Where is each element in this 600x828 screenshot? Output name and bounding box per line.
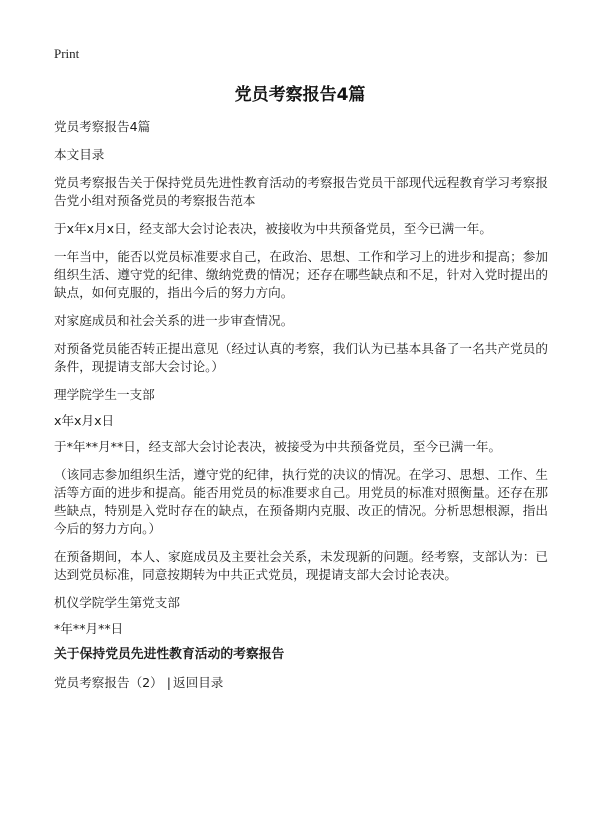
paragraph-doc-name: 党员考察报告4篇 xyxy=(54,119,151,134)
back-to-toc-link[interactable]: 返回目录 xyxy=(173,675,224,690)
print-link[interactable]: Print xyxy=(54,46,80,61)
paragraph-date-2: *年**月**日 xyxy=(54,621,124,636)
paragraph-toc-list: 党员考察报告关于保持党员先进性教育活动的考察报告党员干部现代远程教育学习考察报告党小组对预备党员的考察报告范本 xyxy=(54,175,548,208)
paragraph-admission: 于x年x月x日，经支部大会讨论表决，被接收为中共预备党员，至今已满一年。 xyxy=(54,221,492,236)
paragraph-comrade-review: （该同志参加组织生活，遵守党的纪律，执行党的决议的情况。在学习、思想、工作、生活等方面的进步和提高。能否用党员的标准要求自己。用党员的标准对照衡量。还存在那些缺点，特别是入党时存在的缺点，在预备期内克服、改正的情况。分析思想根源，指出今后的努力方向。） xyxy=(54,467,548,536)
next-report-link[interactable]: 党员考察报告（2） xyxy=(54,675,163,690)
paragraph-date-1: x年x月x日 xyxy=(54,413,115,428)
paragraph-year-review: 一年当中，能否以党员标准要求自己，在政治、思想、工作和学习上的进步和提高；参加组织生活、遵守党的纪律、缴纳党费的情况；还存在哪些缺点和不足，针对入党时提出的缺点，如何克服的，指出今后的努力方向。 xyxy=(54,249,548,300)
footer-separator: | xyxy=(166,675,172,690)
paragraph-conclusion: 在预备期间，本人、家庭成员及主要社会关系，未发现新的问题。经考察，支部认为：已达到党员标准，同意按期转为中共正式党员，现提请支部大会讨论表决。 xyxy=(54,549,548,582)
section-heading: 关于保持党员先进性教育活动的考察报告 xyxy=(54,647,285,662)
footer-navigation xyxy=(54,674,548,692)
document-title: 党员考察报告4篇 xyxy=(234,85,366,105)
paragraph-opinion: 对预备党员能否转正提出意见（经过认真的考察，我们认为已基本具备了一名共产党员的条件，现提请支部大会讨论。） xyxy=(54,341,548,374)
document-body xyxy=(54,118,548,702)
paragraph-branch-2: 机仪学院学生第党支部 xyxy=(54,595,180,610)
paragraph-toc-label: 本文目录 xyxy=(54,147,105,162)
paragraph-admission-2: 于*年**月**日，经支部大会讨论表决，被接受为中共预备党员，至今已满一年。 xyxy=(54,439,502,454)
paragraph-branch-1: 理学院学生一支部 xyxy=(54,387,155,402)
paragraph-family-review: 对家庭成员和社会关系的进一步审查情况。 xyxy=(54,313,294,328)
